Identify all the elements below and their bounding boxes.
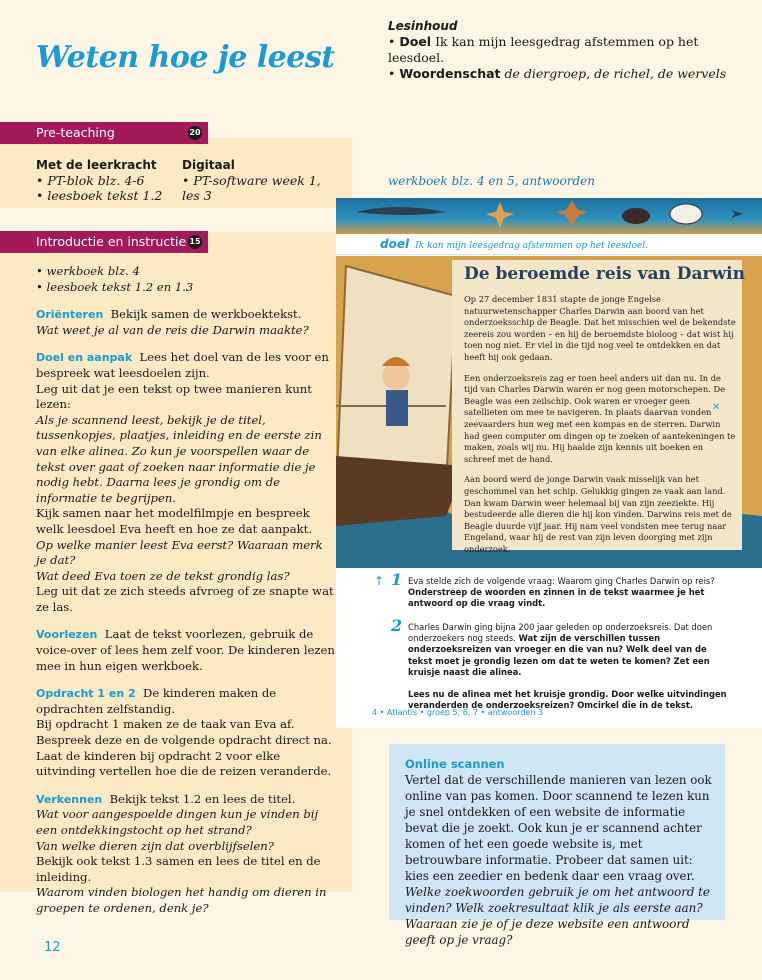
clock-icon: 20 bbox=[188, 126, 202, 140]
lesinhoud-woordenschat: • Woordenschat de diergroep, de richel, de wervels bbox=[388, 66, 727, 81]
introductie-band: Introductie en instructie 15 bbox=[0, 231, 208, 253]
preteaching-band: Pre-teaching 20 bbox=[0, 122, 208, 144]
preteaching-col1: Met de leerkracht • PT-blok blz. 4-6 • leesboek tekst 1.2 bbox=[36, 158, 163, 203]
workbook-page: doel Ik kan mijn leesgedrag afstemmen op het leesdoel. De beroemde reis van Darwin Op 27 december 1831 stapte de jonge Engelse natuurwetenschapper Charles Darwin aan boord van het onderzoeksschip de Beagle. Dat het misschien wel de bekendste zeereis zou worden – en hij de beroemdste bioloog – dat wist hij toen nog niet. Er viel in die tijd nog veel te ontdekken en dat heeft hij ook gedaan. Een onderzoeksreis zag er toen heel anders uit dan nu. In de tijd van Charles Darwin waren er nog geen motorschepen. De Beagle was een zeilschip. Ook waren er vroeger geen satellieten om mee te navigeren. In plaats daarvan vonden zeevaarders hun weg met een kompas en de sterren. Darwin had geen computer om dingen op te zoeken of aantekeningen te maken, zoals wij nu. Hij haalde zijn kennis uit boeken en schreef met de hand. Aan boord werd de jonge Darwin vaak misselijk van het geschommel van het schip. Gelukkig gingen ze vaak aan land. Dan kwam Darwin weer helemaal bij van zijn zeeziekte. Hij bestudeerde alle dieren die hij kon vinden. Darwins reis met de Beagle duurde vijf jaar. Hij nam veel vondsten mee terug naar Engeland, waar hij de rest van zijn leven doorging met zijn onderzoek. ✕ ↑ 1 Eva stelde zich de volgende vraag: Waarom ging Charles Darwin op reis? Onderstreep de woorden en zinnen in de tekst waarmee je het antwoord op die vraag vindt. 2 Charles Darwin ging bijna 200 jaar geleden op onderzoeksreis. Dat doen onderzoekers nog steeds. Wat zijn de verschillen tussen onderzoeksreizen van vroeger en die van nu? Welk deel van de tekst moet je grondig lezen om dat te weten te komen? Zet een kruisje naast die alinea. Lees nu de alinea met het kruisje grondig. Door welke uitvindingen veranderden de onderzoeksreizen? Omcirkel die in de tekst. 4 • Atlantis • groep 5, 6, 7 • antwoorden 3 bbox=[336, 198, 762, 728]
workbook-title: De beroemde reis van Darwin bbox=[464, 264, 745, 284]
workbook-text: Op 27 december 1831 stapte de jonge Engelse natuurwetenschapper Charles Darwin aan boord van het onderzoeksschip de Beagle. Dat het misschien wel de bekendste zeereis zou worden – en hij de beroemdste bioloog – dat wist hij toen nog niet. Er viel in die tijd nog veel te ontdekken en dat heeft hij ook gedaan. Een onderzoeksreis zag er toen heel anders uit dan nu. In de tijd van Charles Darwin waren er nog geen motorschepen. De Beagle was een zeilschip. Ook waren er vroeger geen satellieten om mee te navigeren. In plaats daarvan vonden zeevaarders hun weg met een kompas en de sterren. Darwin had geen computer om dingen op te zoeken of aantekeningen te maken, zoals wij nu. Hij haalde zijn kennis uit boeken en schreef met de hand. Aan boord werd de jonge Darwin vaak misselijk van het geschommel van het schip. Gelukkig gingen ze vaak aan land. Dan kwam Darwin weer helemaal bij van zijn zeeziekte. Hij bestudeerde alle dieren die hij kon vinden. Darwins reis met de Beagle duurde vijf jaar. Hij nam veel vondsten mee terug naar Engeland, waar hij de rest van zijn leven doorging met zijn onderzoek. bbox=[464, 294, 736, 554]
page-title: Weten hoe je leest bbox=[36, 40, 335, 75]
arrow-up-icon: ↑ bbox=[374, 574, 385, 588]
online-italic: Welke zoekwoorden gebruik je om het antwoord te vinden? Welk zoekresultaat klik je als eerste aan? Waaraan zie je of je deze website een antwoord geeft op je vraag? bbox=[405, 885, 710, 947]
page-number: 12 bbox=[44, 940, 61, 955]
sea-life-illustration bbox=[336, 198, 762, 234]
sea-banner-image bbox=[336, 198, 762, 234]
clock-icon: 15 bbox=[188, 235, 202, 249]
preteaching-col2: Digitaal • PT-software week 1, les 3 bbox=[182, 158, 321, 203]
lesinhoud-doel: • Doel Ik kan mijn leesgedrag afstemmen op het leesdoel. bbox=[388, 34, 699, 65]
online-text: Vertel dat de verschillende manieren van lezen ook online van pas komen. Door scannend te lezen kun je snel ontdekken of een website de informatie bevat die je zoekt. Ook kun je er scannend achter komen of het een goede website is, met betrouwbare informatie. Probeer dat samen uit: kies een zeedier en bedenk daar een vraag over. bbox=[405, 773, 712, 883]
online-heading: Online scannen bbox=[405, 757, 505, 771]
lesinhoud-box bbox=[388, 18, 758, 82]
cross-mark-icon: ✕ bbox=[712, 402, 721, 413]
werkboek-reference: werkboek blz. 4 en 5, antwoorden bbox=[388, 174, 595, 188]
workbook-footer: 4 • Atlantis • groep 5, 6, 7 • antwoorden 3 bbox=[372, 708, 544, 717]
introductie-body: • werkboek blz. 4 • leesboek tekst 1.2 en 1.3 Oriënteren Bekijk samen de werkboektekst. Wat weet je al van de reis die Darwin maakte? Doel en aanpak Lees het doel van de les voor en bespreek wat leesdoelen zijn. Leg uit dat je een tekst op twee manieren kunt lezen: Als je scannend leest, bekijk je de titel, tussenkopjes, plaatjes, inleiding en de eerste zin van elke alinea. Zo kun je voorspellen waar de tekst over gaat of zoeken naar informatie die je nodig hebt. Daarna lees je grondig om de informatie te begrijpen. Kijk samen naar het modelfilmpje en bespreek welk leesdoel Eva heeft en hoe ze dat aanpakt. Op welke manier leest Eva eerst? Waaraan merk je dat? Wat deed Eva toen ze de tekst grondig las? Leg uit dat ze zich steeds afvroeg of ze snapte wat ze las. Voorlezen Laat de tekst voorlezen, gebruik de voice-over of lees hem zelf voor. De kinderen lezen mee in hun eigen werkboek. Opdracht 1 en 2 De kinderen maken de opdrachten zelfstandig. Bij opdracht 1 maken ze de taak van Eva af. Bespreek deze en de volgende opdracht direct na. Laat de kinderen bij opdracht 2 voor elke uitvinding vertellen hoe die de reizen veranderde. Verkennen Bekijk tekst 1.2 en lees de titel. Wat voor aangespoelde dingen kun je vinden bij een ontdekkingstocht op het strand? Van welke dieren zijn dat overblijfselen? Bekijk ook tekst 1.3 samen en lees de titel en de inleiding. Waarom vinden biologen het handig om dieren in groepen te ordenen, denk je? bbox=[36, 264, 335, 915]
online-scannen-box bbox=[389, 744, 725, 947]
lesinhoud-heading: Lesinhoud bbox=[388, 19, 458, 33]
workbook-doel-bar: doel Ik kan mijn leesgedrag afstemmen op het leesdoel. bbox=[336, 234, 762, 255]
